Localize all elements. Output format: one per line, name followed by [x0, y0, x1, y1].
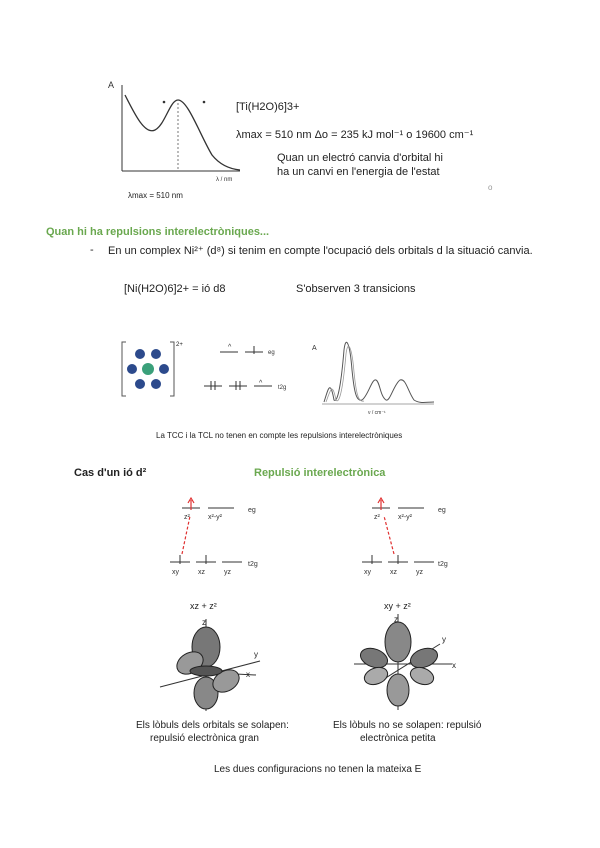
spectrum1-axis-y: A	[108, 80, 115, 90]
left-upper-x2y2: x²-y²	[208, 514, 222, 521]
left-caption-line1: Els lòbuls dels orbitals se solapen:	[136, 720, 289, 731]
spectrum1-axis-x: λ / nm	[216, 177, 233, 183]
svg-text:^: ^	[228, 344, 232, 351]
right-lower-xy: xy	[364, 569, 371, 576]
electron-note-line1: Quan un electró canvia d'orbital hi	[277, 152, 443, 164]
octahedral-complex-image	[120, 340, 180, 398]
left-lower-yz: yz	[224, 569, 231, 576]
ni-spectrum-y: A	[312, 345, 317, 352]
right-eg: eg	[438, 507, 446, 514]
left-axis-z: z	[202, 618, 206, 627]
left-upper-z2: z²	[184, 514, 190, 521]
left-combo: xz + z²	[190, 601, 217, 611]
right-combo: xy + z²	[384, 601, 411, 611]
ni-eg-label: eg	[268, 350, 275, 356]
ni-spectrum-x: ν / cm⁻¹	[368, 410, 386, 416]
left-t2g: t2g	[248, 561, 258, 568]
right-lower-yz: yz	[416, 569, 423, 576]
spectrum1-caption: λmax = 510 nm	[128, 191, 183, 200]
right-orbital-image	[340, 610, 470, 715]
ti-complex-formula: [Ti(H2O)6]3+	[236, 101, 300, 113]
electron-note-line2: ha un canvi en l'energia de l'estat	[277, 166, 440, 178]
nickel-formula: [Ni(H2O)6]2+ = ió d8	[124, 283, 226, 295]
right-upper-x2y2: x²-y²	[398, 514, 412, 521]
page-mark: o	[488, 183, 493, 192]
section-heading: Quan hi ha repulsions interelectròniques...	[46, 226, 270, 238]
bullet-dash: -	[90, 244, 94, 256]
transitions-text: S'observen 3 transicions	[296, 283, 416, 295]
right-caption-line1: Els lòbuls no se solapen: repulsió	[333, 720, 482, 731]
right-axis-y: y	[442, 635, 446, 644]
right-axis-x: x	[452, 661, 456, 670]
left-lower-xz: xz	[198, 569, 205, 576]
left-orbital-overlap-image	[150, 615, 280, 715]
svg-text:^: ^	[259, 380, 263, 387]
left-caption-line2: repulsió electrònica gran	[150, 733, 259, 744]
ni-absorption-spectrum	[310, 330, 440, 420]
bullet-text: En un complex Ni²⁺ (d⁸) si tenim en compte l'ocupació dels orbitals d la situació canvia.	[108, 245, 533, 257]
right-lower-xz: xz	[390, 569, 397, 576]
conclusion-text: Les dues configuracions no tenen la mateixa E	[214, 764, 422, 775]
right-energy-diagram	[354, 494, 474, 588]
left-axis-x: x	[246, 670, 250, 679]
right-axis-z: z	[394, 615, 398, 624]
lambda-max-line: λmax = 510 nm Δo = 235 kJ mol⁻¹ o 19600 cm⁻¹	[236, 129, 474, 141]
right-t2g: t2g	[438, 561, 448, 568]
right-upper-z2: z²	[374, 514, 380, 521]
nickel-caption: La TCC i la TCL no tenen en compte les repulsions interelectròniques	[156, 431, 403, 440]
ti-absorption-spectrum	[100, 75, 250, 205]
ni-d8-energy-diagram	[200, 340, 300, 400]
right-caption-line2: electrònica petita	[360, 733, 436, 744]
repulsion-heading: Repulsió interelectrònica	[254, 467, 386, 479]
complex-charge: 2+	[176, 342, 183, 348]
ni-t2g-label: t2g	[278, 385, 287, 391]
left-lower-xy: xy	[172, 569, 179, 576]
left-eg: eg	[248, 507, 256, 514]
d2-case-label: Cas d'un ió d²	[74, 467, 147, 479]
left-energy-diagram	[160, 494, 280, 588]
left-axis-y: y	[254, 650, 258, 659]
